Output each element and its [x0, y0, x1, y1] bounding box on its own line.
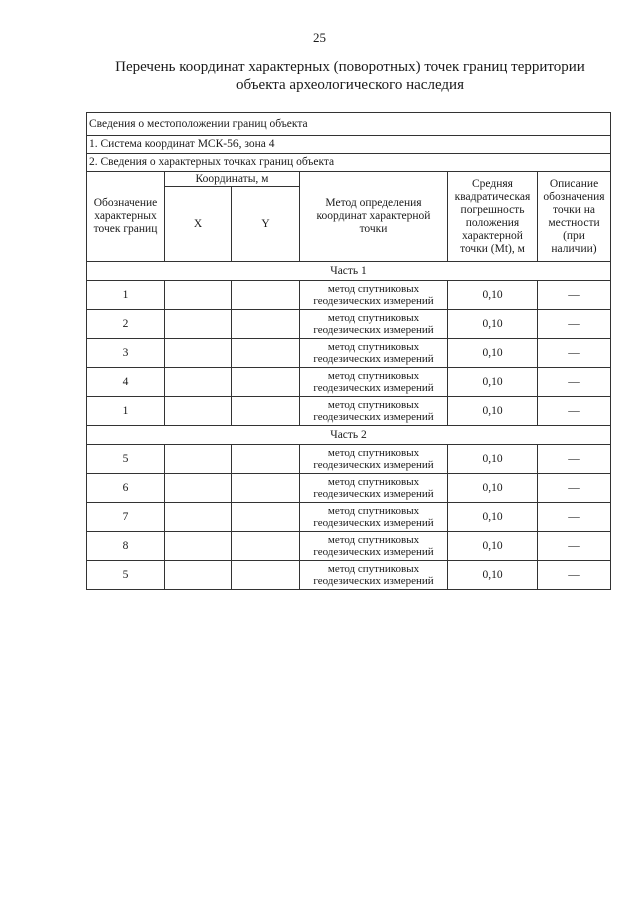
header-x: X — [165, 187, 232, 262]
cell-error: 0,10 — [448, 397, 538, 426]
cell-y-coordinate — [232, 281, 300, 310]
part-label: Часть 1 — [87, 262, 611, 281]
cell-x-coordinate — [165, 339, 232, 368]
table-row — [87, 397, 611, 426]
cell-y-coordinate — [232, 368, 300, 397]
cell-x-coordinate — [165, 281, 232, 310]
info-location-label: Сведения о местоположении границ объекта — [87, 113, 611, 136]
cell-point-number: 1 — [87, 397, 165, 426]
cell-y-coordinate — [232, 310, 300, 339]
cell-point-number: 2 — [87, 310, 165, 339]
header-point-designation: Обозначение характерных точек границ — [87, 172, 165, 262]
table-row — [87, 474, 611, 503]
cell-method: метод спутниковых геодезических измерений — [300, 397, 448, 426]
cell-method: метод спутниковых геодезических измерений — [300, 532, 448, 561]
header-error: Средняя квадратическая погрешность положения характерной точки (Mt), м — [448, 172, 538, 262]
cell-method: метод спутниковых геодезических измерений — [300, 503, 448, 532]
part-label: Часть 2 — [87, 426, 611, 445]
table-row — [87, 503, 611, 532]
cell-point-number: 5 — [87, 445, 165, 474]
header-y: Y — [232, 187, 300, 262]
document-title — [80, 58, 620, 94]
table-row — [87, 310, 611, 339]
cell-y-coordinate — [232, 397, 300, 426]
cell-error: 0,10 — [448, 368, 538, 397]
cell-error: 0,10 — [448, 561, 538, 590]
cell-y-coordinate — [232, 532, 300, 561]
cell-point-number: 4 — [87, 368, 165, 397]
cell-error: 0,10 — [448, 445, 538, 474]
info-coordinate-system: 1. Система координат МСК-56, зона 4 — [87, 136, 611, 154]
cell-method: метод спутниковых геодезических измерений — [300, 474, 448, 503]
cell-y-coordinate — [232, 503, 300, 532]
part-header-row — [87, 426, 611, 445]
cell-point-number: 1 — [87, 281, 165, 310]
info-row-characteristic-points — [87, 154, 611, 172]
cell-method: метод спутниковых геодезических измерений — [300, 445, 448, 474]
cell-point-number: 8 — [87, 532, 165, 561]
cell-point-number: 5 — [87, 561, 165, 590]
cell-x-coordinate — [165, 368, 232, 397]
cell-description: — — [538, 532, 611, 561]
cell-y-coordinate — [232, 445, 300, 474]
cell-point-number: 3 — [87, 339, 165, 368]
cell-y-coordinate — [232, 561, 300, 590]
info-row-location — [87, 113, 611, 136]
header-method: Метод определения координат характерной точки — [300, 172, 448, 262]
document-title-line-1: Перечень координат характерных (поворотных) точек границ территории — [115, 59, 585, 75]
table-row — [87, 339, 611, 368]
cell-description: — — [538, 281, 611, 310]
cell-x-coordinate — [165, 474, 232, 503]
table-row — [87, 532, 611, 561]
cell-x-coordinate — [165, 397, 232, 426]
cell-description: — — [538, 368, 611, 397]
cell-error: 0,10 — [448, 532, 538, 561]
cell-description: — — [538, 397, 611, 426]
cell-error: 0,10 — [448, 310, 538, 339]
header-coordinates: Координаты, м — [165, 172, 300, 187]
cell-description: — — [538, 561, 611, 590]
cell-method: метод спутниковых геодезических измерений — [300, 561, 448, 590]
cell-description: — — [538, 474, 611, 503]
table-row — [87, 445, 611, 474]
cell-error: 0,10 — [448, 281, 538, 310]
cell-description: — — [538, 445, 611, 474]
info-characteristic-points: 2. Сведения о характерных точках границ объекта — [87, 154, 611, 172]
cell-description: — — [538, 339, 611, 368]
cell-point-number: 7 — [87, 503, 165, 532]
cell-method: метод спутниковых геодезических измерений — [300, 310, 448, 339]
cell-x-coordinate — [165, 503, 232, 532]
table-row — [87, 281, 611, 310]
header-row-top — [87, 172, 611, 187]
cell-y-coordinate — [232, 474, 300, 503]
cell-x-coordinate — [165, 310, 232, 339]
cell-x-coordinate — [165, 445, 232, 474]
boundary-coordinates-table — [86, 112, 611, 590]
table-row — [87, 368, 611, 397]
cell-error: 0,10 — [448, 474, 538, 503]
info-row-coordinate-system — [87, 136, 611, 154]
cell-error: 0,10 — [448, 339, 538, 368]
cell-y-coordinate — [232, 339, 300, 368]
cell-method: метод спутниковых геодезических измерений — [300, 368, 448, 397]
cell-point-number: 6 — [87, 474, 165, 503]
table-row — [87, 561, 611, 590]
part-header-row — [87, 262, 611, 281]
cell-error: 0,10 — [448, 503, 538, 532]
cell-method: метод спутниковых геодезических измерений — [300, 339, 448, 368]
header-description: Описание обозначения точки на местности (при наличии) — [538, 172, 611, 262]
cell-method: метод спутниковых геодезических измерений — [300, 281, 448, 310]
cell-description: — — [538, 310, 611, 339]
cell-x-coordinate — [165, 561, 232, 590]
page-number: 25 — [313, 30, 326, 45]
cell-x-coordinate — [165, 532, 232, 561]
document-title-line-2: объекта археологического наследия — [236, 77, 464, 93]
cell-description: — — [538, 503, 611, 532]
